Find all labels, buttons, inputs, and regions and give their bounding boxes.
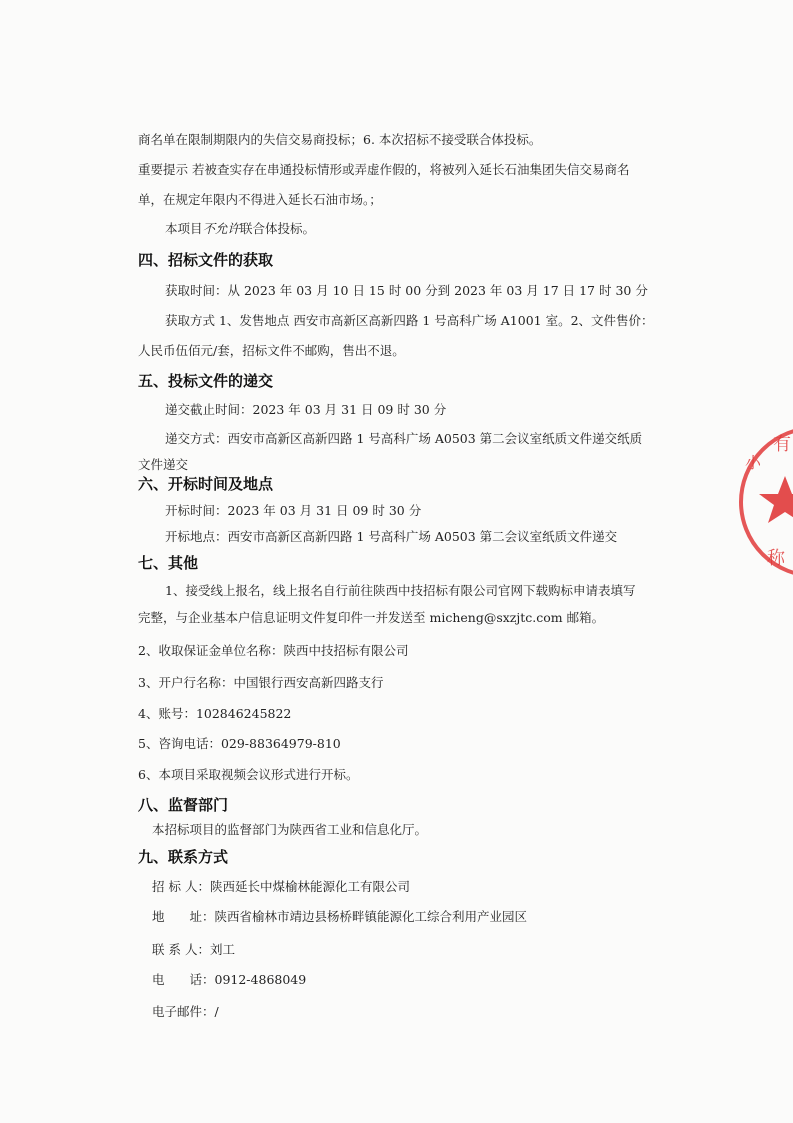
obtain-method: 获取方式 1、发售地点 西安市高新区高新四路 1 号高科广场 A1001 室。2、文件售价： (165, 313, 654, 328)
text-line-important-notice: 重要提示 若被查实存在串通投标情形或弄虚作假的，将被列入延长石油集团失信交易商名 (138, 162, 630, 177)
consortium-prefix: 本项目 (165, 221, 203, 236)
obtain-price: 人民币伍佰元/套，招标文件不邮购，售出不退。 (138, 343, 405, 358)
other-item-1: 1、接受线上报名，线上报名自行前往陕西中技招标有限公司官网下载购标申请表填写 (165, 583, 636, 598)
company-seal (735, 422, 793, 582)
submit-method-cont: 文件递交 (138, 457, 189, 472)
section-heading-obtain-documents: 四、招标文件的获取 (138, 251, 274, 269)
text-line-blacklist: 商名单在限制期限内的失信交易商投标；6. 本次招标不接受联合体投标。 (138, 132, 542, 147)
seal-star-icon (759, 476, 793, 523)
other-item-2: 2、收取保证金单位名称：陕西中技招标有限公司 (138, 643, 409, 658)
contact-phone: 电 话：0912-4868049 (152, 972, 307, 987)
obtain-time: 获取时间：从 2023 年 03 月 10 日 15 时 00 分到 2023 年 03 月 17 日 17 时 30 分 (165, 283, 648, 298)
section-heading-supervision: 八、监督部门 (138, 796, 229, 814)
section-heading-contact: 九、联系方式 (138, 848, 229, 866)
other-item-3: 3、开户行名称：中国银行西安高新四路支行 (138, 675, 384, 690)
consortium-suffix: 联合体投标。 (240, 221, 316, 236)
other-item-5: 5、咨询电话：029-88364979-810 (138, 736, 341, 751)
seal-text-left: 小 (745, 453, 762, 472)
seal-text-top: 有 (773, 434, 791, 455)
consortium-not-allowed: 不允许 (202, 221, 241, 236)
contact-tenderer: 招 标 人：陕西延长中煤榆林能源化工有限公司 (152, 879, 410, 894)
other-item-6: 6、本项目采取视频会议形式进行开标。 (138, 767, 359, 782)
contact-address: 地 址：陕西省榆林市靖边县杨桥畔镇能源化工综合利用产业园区 (152, 909, 528, 924)
submit-method: 递交方式：西安市高新区高新四路 1 号高科广场 A0503 第二会议室纸质文件递交纸质 (165, 431, 643, 446)
supervision-text: 本招标项目的监督部门为陕西省工业和信息化厅。 (152, 822, 428, 837)
seal-text-bottom: 称 (767, 548, 785, 569)
other-item-1-cont: 完整，与企业基本户信息证明文件复印件一并发送至 micheng@sxzjtc.com 邮箱。 (138, 610, 605, 625)
section-heading-submit-bids: 五、投标文件的递交 (138, 372, 274, 390)
other-item-4: 4、账号：102846245822 (138, 706, 292, 721)
contact-email: 电子邮件：/ (152, 1004, 219, 1019)
opening-place: 开标地点：西安市高新区高新四路 1 号高科广场 A0503 第二会议室纸质文件递交 (165, 529, 618, 544)
contact-person: 联 系 人：刘工 (152, 942, 235, 957)
text-line-market-ban: 单，在规定年限内不得进入延长石油市场。； (138, 192, 382, 207)
submit-deadline: 递交截止时间：2023 年 03 月 31 日 09 时 30 分 (165, 402, 447, 417)
section-heading-other: 七、其他 (138, 554, 199, 572)
opening-time: 开标时间：2023 年 03 月 31 日 09 时 30 分 (165, 503, 422, 518)
text-line-consortium (165, 221, 315, 237)
section-heading-opening: 六、开标时间及地点 (138, 475, 274, 493)
